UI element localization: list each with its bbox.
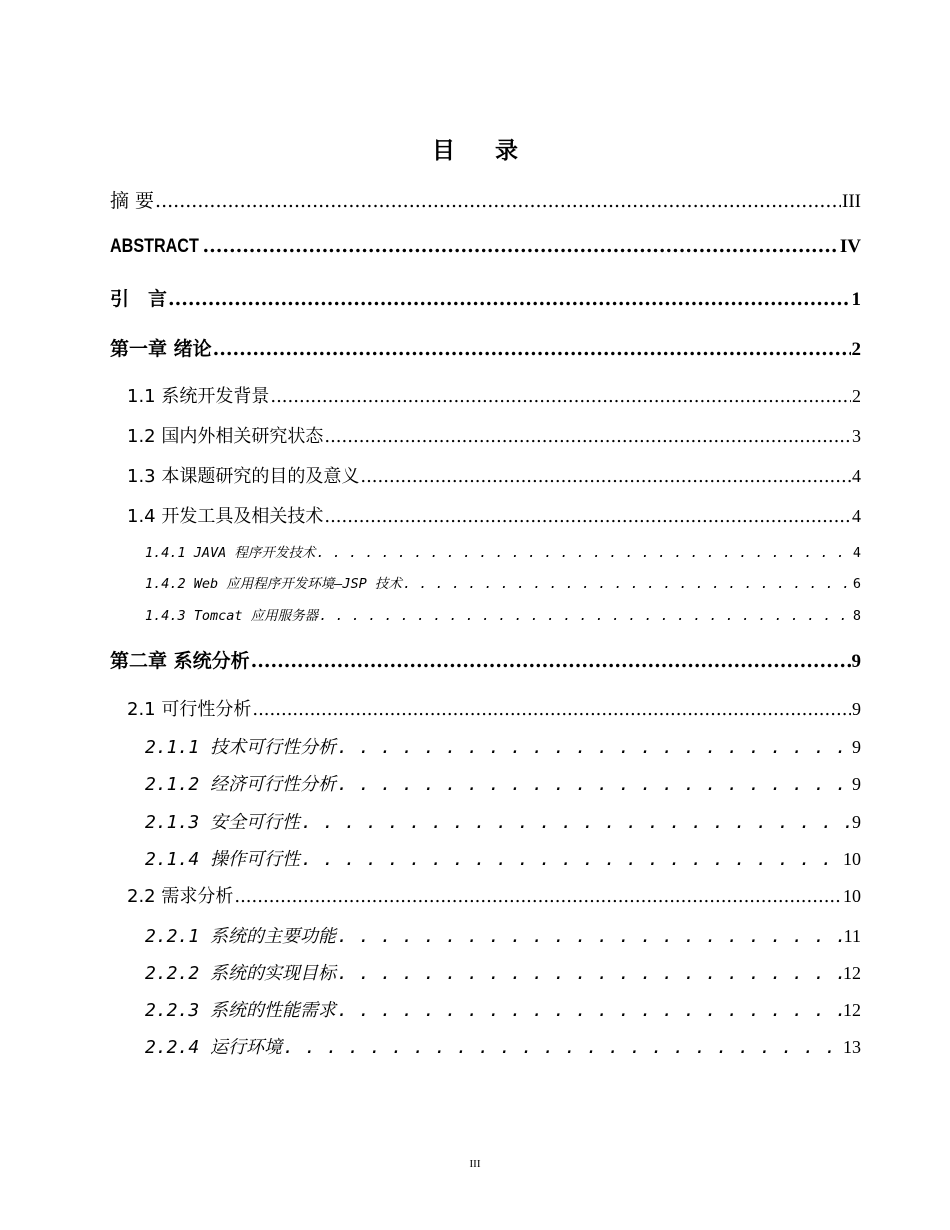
toc-entry-section[interactable] bbox=[127, 462, 861, 488]
dot-leader bbox=[324, 426, 851, 447]
toc-entry-page: 3 bbox=[852, 426, 861, 446]
dot-leader bbox=[203, 235, 839, 257]
toc-entry-label: 1.1 系统开发背景 bbox=[127, 386, 270, 407]
toc-entry-subsection[interactable] bbox=[145, 996, 861, 1022]
toc-entry-abstract-cn[interactable] bbox=[110, 186, 861, 213]
toc-entry-page: III bbox=[842, 191, 861, 212]
dot-leader bbox=[319, 608, 852, 624]
toc-entry-page: 10 bbox=[843, 849, 861, 869]
dot-leader bbox=[283, 1037, 842, 1058]
toc-entry-chapter-1[interactable] bbox=[110, 334, 861, 361]
toc-entry-page: 10 bbox=[843, 886, 861, 906]
dot-leader bbox=[337, 926, 843, 947]
toc-entry-section[interactable] bbox=[127, 695, 861, 721]
toc-entry-label: 2.1.2 经济可行性分析 bbox=[145, 774, 337, 795]
dot-leader bbox=[251, 650, 851, 672]
toc-entry-abstract-en[interactable] bbox=[110, 235, 861, 258]
dot-leader bbox=[270, 386, 851, 407]
toc-entry-introduction[interactable] bbox=[110, 284, 861, 311]
toc-entry-page: 2 bbox=[851, 339, 861, 360]
toc-entry-section[interactable] bbox=[127, 882, 861, 908]
toc-entry-subsection[interactable] bbox=[145, 604, 861, 624]
toc-entry-subsection[interactable] bbox=[145, 733, 861, 759]
toc-entry-page: 9 bbox=[852, 737, 861, 757]
dot-leader bbox=[324, 506, 851, 527]
toc-entry-chapter-2[interactable] bbox=[110, 646, 861, 673]
dot-leader bbox=[403, 576, 852, 592]
toc-entry-label: 第二章 系统分析 bbox=[110, 650, 250, 672]
toc-entry-page: 8 bbox=[852, 608, 861, 624]
dot-leader bbox=[301, 849, 842, 870]
toc-entry-label: 第一章 绪论 bbox=[110, 338, 212, 360]
dot-leader bbox=[360, 466, 851, 487]
toc-entry-page: 9 bbox=[852, 699, 861, 719]
toc-entry-subsection[interactable] bbox=[145, 922, 861, 948]
toc-entry-label: 2.1 可行性分析 bbox=[127, 699, 252, 720]
dot-leader bbox=[168, 288, 850, 310]
toc-entry-page: 4 bbox=[852, 506, 861, 526]
dot-leader bbox=[213, 338, 851, 360]
toc-entry-label: 2.1.3 安全可行性 bbox=[145, 812, 301, 833]
toc-entry-page: 2 bbox=[852, 386, 861, 406]
toc-entry-page: 12 bbox=[843, 1000, 861, 1020]
toc-entry-label: ABSTRACT bbox=[110, 236, 199, 257]
dot-leader bbox=[316, 545, 851, 561]
toc-entry-section[interactable] bbox=[127, 422, 861, 448]
toc-entry-subsection[interactable] bbox=[145, 541, 861, 561]
toc-entry-page: 4 bbox=[852, 466, 861, 486]
toc-entry-label: 2.2 需求分析 bbox=[127, 886, 234, 907]
toc-entry-page: 1 bbox=[851, 289, 861, 310]
toc-entry-section[interactable] bbox=[127, 502, 861, 528]
dot-leader bbox=[234, 886, 842, 907]
toc-entry-label: 2.1.4 操作可行性 bbox=[145, 849, 301, 870]
toc-entry-subsection[interactable] bbox=[145, 808, 861, 834]
toc-entry-page: 12 bbox=[843, 963, 861, 983]
dot-leader bbox=[301, 812, 851, 833]
toc-entry-label: 1.4 开发工具及相关技术 bbox=[127, 506, 324, 527]
toc-entry-page: 6 bbox=[852, 576, 861, 592]
toc-entry-label: 1.2 国内外相关研究状态 bbox=[127, 426, 324, 447]
toc-entry-label: 2.2.4 运行环境 bbox=[145, 1037, 283, 1058]
toc-entry-label: 摘 要 bbox=[110, 190, 155, 212]
toc-entry-subsection[interactable] bbox=[145, 1033, 861, 1059]
toc-entry-label: 2.1.1 技术可行性分析 bbox=[145, 737, 337, 758]
toc-entry-subsection[interactable] bbox=[145, 959, 861, 985]
dot-leader bbox=[252, 699, 851, 720]
toc-entry-label: 1.4.3 Tomcat 应用服务器 bbox=[145, 608, 319, 624]
dot-leader bbox=[337, 774, 851, 795]
toc-entry-label: 1.3 本课题研究的目的及意义 bbox=[127, 466, 360, 487]
toc-entry-page: 9 bbox=[852, 812, 861, 832]
dot-leader bbox=[337, 1000, 842, 1021]
toc-entry-label: 1.4.2 Web 应用程序开发环境—JSP 技术 bbox=[145, 576, 402, 592]
dot-leader bbox=[337, 737, 851, 758]
toc-entry-subsection[interactable] bbox=[145, 770, 861, 796]
toc-entry-label: 引 言 bbox=[110, 288, 168, 310]
toc-entry-label: 1.4.1 JAVA 程序开发技术 bbox=[145, 545, 316, 561]
toc-entry-label: 2.2.2 系统的实现目标 bbox=[145, 963, 337, 984]
toc-entry-page: 9 bbox=[852, 774, 861, 794]
toc-entry-subsection[interactable] bbox=[145, 572, 861, 592]
page-title: 目 录 bbox=[431, 138, 534, 164]
toc-entry-section[interactable] bbox=[127, 382, 861, 408]
toc-entry-subsection[interactable] bbox=[145, 845, 861, 871]
toc-entry-page: 4 bbox=[852, 545, 861, 561]
toc-entry-label: 2.2.3 系统的性能需求 bbox=[145, 1000, 337, 1021]
footer-page-number: III bbox=[469, 1158, 481, 1170]
dot-leader bbox=[337, 963, 842, 984]
toc-entry-page: IV bbox=[839, 236, 861, 257]
toc-entry-page: 11 bbox=[843, 926, 861, 946]
dot-leader bbox=[155, 190, 841, 212]
toc-entry-page: 9 bbox=[851, 651, 861, 672]
toc-entry-label: 2.2.1 系统的主要功能 bbox=[145, 926, 337, 947]
toc-entry-page: 13 bbox=[843, 1037, 861, 1057]
